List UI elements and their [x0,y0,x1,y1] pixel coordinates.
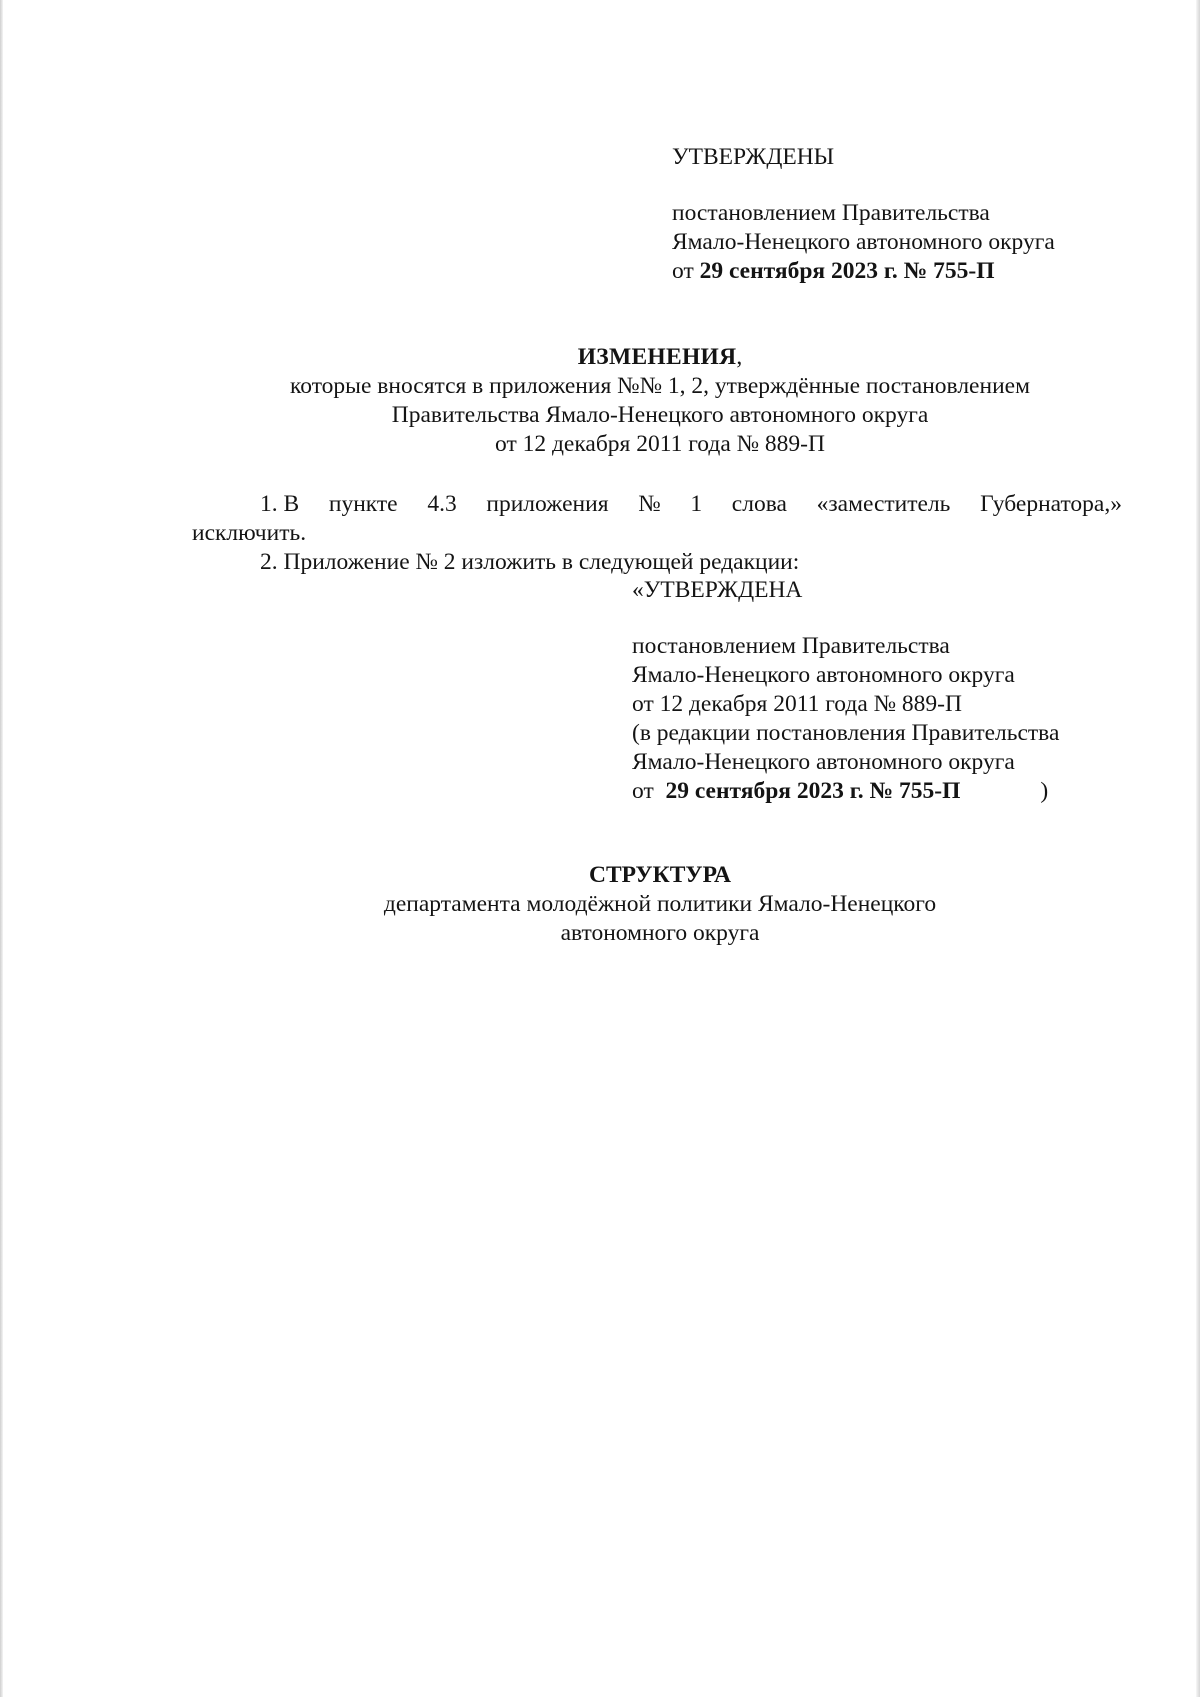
approval-date-value: 29 сентября 2023 г. № 755-П [699,258,995,284]
inner-approval-closing-paren: ) [1040,778,1049,804]
changes-subtitle-line-2: Правительства Ямало-Ненецкого автономного округа [391,402,929,428]
paragraph-2: 2. Приложение № 2 изложить в следующей редакции: [260,549,800,575]
changes-heading-suffix: , [736,344,743,370]
p1-word: 1. В [260,491,300,517]
approval-line-1: постановлением Правительства [672,200,990,226]
p1-word: 4.3 [427,491,457,517]
changes-heading: ИЗМЕНЕНИЯ [577,344,737,370]
p1-word: Губернатора,» [980,491,1122,517]
structure-subtitle-line-1: департамента молодёжной политики Ямало-Ненецкого [383,891,937,917]
inner-approval-title: «УТВЕРЖДЕНА [632,577,803,603]
inner-approval-line-4: (в редакции постановления Правительства [632,720,1060,746]
p1-word: «заместитель [816,491,951,517]
p1-word: № [638,491,661,517]
scan-edge-right [1196,0,1200,1697]
approval-block-top [672,143,1055,286]
paragraph-1-continuation: исключить. [192,520,307,546]
changes-subtitle-line-3: от 12 декабря 2011 года № 889-П [495,431,825,457]
structure-subtitle-line-2: автономного округа [560,920,760,946]
inner-approval-line-2: Ямало-Ненецкого автономного округа [632,662,1015,688]
inner-approval-line-5: Ямало-Ненецкого автономного округа [632,749,1015,775]
inner-approval-date-line [632,777,1059,806]
changes-heading-block [0,343,1200,459]
approval-date-prefix: от [672,258,694,284]
inner-approval-line-3: от 12 декабря 2011 года № 889-П [632,691,962,717]
inner-approval-date-value: 29 сентября 2023 г. № 755-П [665,778,961,804]
inner-approval-date-prefix: от [632,778,654,804]
changes-subtitle-line-1: которые вносятся в приложения №№ 1, 2, утверждённые постановлением [290,373,1030,399]
approval-title: УТВЕРЖДЕНЫ [672,144,835,170]
changes-heading-line [0,343,1200,372]
scan-edge-left [0,0,3,1697]
approval-block-inner [632,576,1059,806]
structure-heading-block [0,861,1200,948]
approval-line-2: Ямало-Ненецкого автономного округа [672,229,1055,255]
p1-word: слова [731,491,787,517]
approval-date-line [672,257,1055,286]
paragraph-1 [192,490,1122,548]
structure-heading: СТРУКТУРА [589,862,731,888]
p1-word: 1 [690,491,703,517]
p1-word: пункте [328,491,398,517]
paragraph-1-first-line [192,490,1122,519]
inner-approval-line-1: постановлением Правительства [632,633,950,659]
p1-word: приложения [486,491,609,517]
